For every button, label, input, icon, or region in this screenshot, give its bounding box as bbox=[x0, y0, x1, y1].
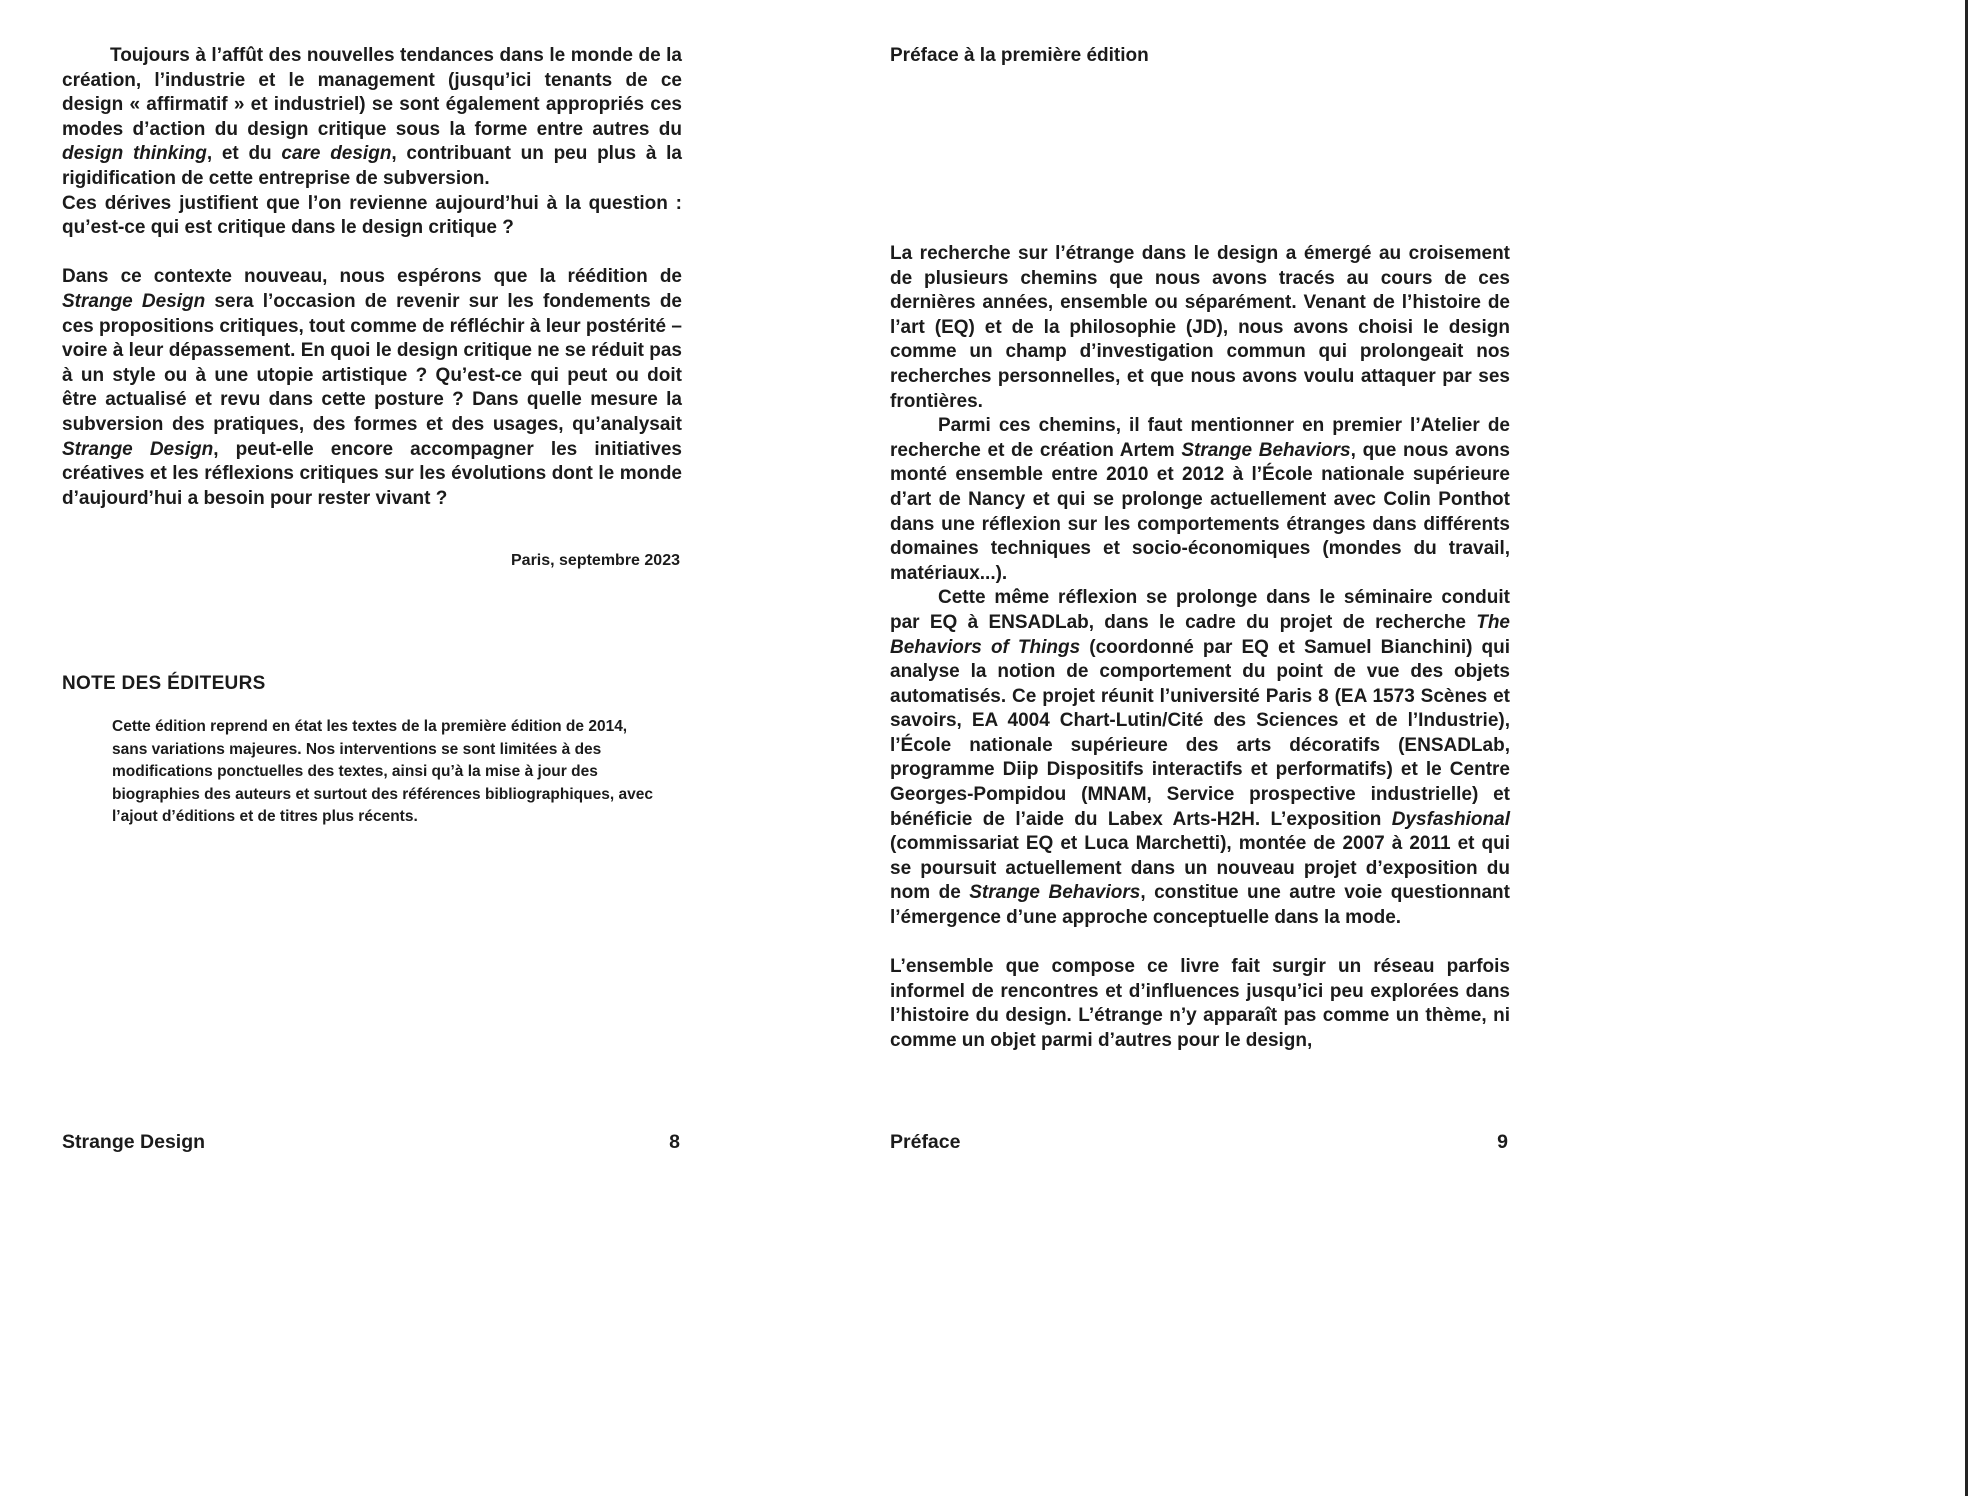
italic-text-run: care design bbox=[281, 143, 392, 165]
right-body-text bbox=[890, 242, 1510, 1054]
paragraph bbox=[890, 586, 1510, 930]
text-run: Dans ce contexte nouveau, nous espérons que la réédition de bbox=[62, 266, 682, 288]
text-run: Ces dérives justifient que l’on revienne aujourd’hui à la question : qu’est-ce qui est critique dans le design critique ? bbox=[62, 192, 682, 239]
text-run: , constitue une autre voie questionnant l’émergence d’une approche conceptuelle dans la mode. bbox=[890, 882, 1510, 929]
left-page-footer bbox=[62, 1130, 680, 1154]
italic-text-run: The Behaviors of Things bbox=[890, 611, 1510, 658]
text-run: , et du bbox=[206, 143, 282, 165]
text-run: Toujours à l’affût des nouvelles tendances dans le monde de la création, l’industrie et le management (jusqu’ici tenants de ce design « affirmatif » et industriel) se sont également appropriés ces modes d’action du design critique sous la forme entre autres du bbox=[62, 45, 682, 140]
italic-text-run: Dysfashional bbox=[1391, 808, 1510, 830]
editors-note-heading: NOTE DES ÉDITEURS bbox=[62, 673, 266, 694]
paragraph bbox=[890, 414, 1510, 586]
dateline: Paris, septembre 2023 bbox=[511, 552, 680, 569]
text-run: (commissariat EQ et Luca Marchetti), montée de 2007 à 2011 et qui se poursuit actuellement dans un nouveau projet d’exposition du nom de bbox=[890, 833, 1510, 904]
text-run: , que nous avons monté ensemble entre 2010 et 2012 à l’École nationale supérieure d’art de Nancy et qui se prolonge actuellement avec Colin Ponthot dans une réflexion sur les comportements étranges dans différents domaines techniques et socio-économiques (mondes du travail, matériaux...). bbox=[890, 439, 1510, 584]
text-run: L’ensemble que compose ce livre fait surgir un réseau parfois informel de rencontres et d’influences jusqu’ici peu explorées dans l’histoire du design. L’étrange n’y apparaît pas comme un thème, ni comme un objet parmi d’autres pour le design, bbox=[890, 956, 1510, 1051]
paragraph bbox=[62, 265, 682, 511]
text-run: La recherche sur l’étrange dans le design a émergé au croisement de plusieurs chemins que nous avons tracés au cours de ces dernières années, ensemble ou séparément. Venant de l’histoire de l’art (EQ) et de la philosophie (JD), nous avons choisi le design comme un champ d’investigation commun qui prolongeait nos recherches personnelles, et que nous avons voulu attaquer par ses frontières. bbox=[890, 243, 1510, 412]
italic-text-run: Strange Behaviors bbox=[1181, 439, 1351, 461]
text-run: Cette même réflexion se prolonge dans le séminaire conduit par EQ à ENSADLab, dans le cadre du projet de recherche bbox=[890, 587, 1510, 633]
paragraph bbox=[890, 955, 1510, 1053]
footer-section-title: Préface bbox=[890, 1131, 961, 1153]
paragraph bbox=[890, 242, 1510, 414]
italic-text-run: Strange Behaviors bbox=[969, 882, 1141, 904]
preface-heading: Préface à la première édition bbox=[890, 45, 1149, 66]
text-run: sera l’occasion de revenir sur les fondements de ces propositions critiques, tout comme de réfléchir à leur postérité – voire à leur dépassement. En quoi le design critique ne se réduit pas à un style ou à une utopie artistique ? Qu’est-ce qui peut ou doit être actualisé et revu dans cette posture ? Dans quelle mesure la subversion des pratiques, des formes et des usages, qu’analysait bbox=[62, 290, 682, 435]
text-run: , contribuant un peu plus à la rigidification de cette entreprise de subversion. bbox=[62, 143, 682, 189]
editors-note-body: Cette édition reprend en état les textes de la première édition de 2014, sans variations majeures. Nos interventions se sont limitées à des modifications ponctuelles des textes, ainsi qu’à la mise à jour des biographies des auteurs et surtout des références bibliographiques, avec l’ajout d’éditions et de titres plus récents. bbox=[112, 718, 653, 826]
footer-page-number-left: 8 bbox=[669, 1131, 680, 1153]
italic-text-run: Strange Design bbox=[62, 290, 206, 312]
text-run: , peut-elle encore accompagner les initiatives créatives et les réflexions critiques sur les évolutions dont le monde d’aujourd’hui a besoin pour rester vivant ? bbox=[62, 438, 682, 509]
text-run: Parmi ces chemins, il faut mentionner en premier l’Atelier de recherche et de création Artem bbox=[890, 415, 1510, 461]
italic-text-run: Strange Design bbox=[62, 438, 214, 460]
text-run: (coordonné par EQ et Samuel Bianchini) qui analyse la notion de comportement du point de vue des objets automatisés. Ce projet réunit l’université Paris 8 (EA 1573 Scènes et savoirs, EA 4004 Chart-Lutin/Cité des Sciences et de l’Industrie), l’École nationale supérieure des arts décoratifs (ENSADLab, programme Diip Dispositifs interactifs et performatifs) et le Centre Georges-Pompidou (MNAM, Service prospective industrielle) et bénéficie de l’aide du Labex Arts-H2H. L’exposition bbox=[890, 636, 1510, 830]
italic-text-run: design thinking bbox=[62, 143, 207, 165]
left-body-text bbox=[62, 44, 682, 511]
footer-book-title: Strange Design bbox=[62, 1131, 206, 1153]
footer-page-number-right: 9 bbox=[1497, 1131, 1508, 1153]
paragraph bbox=[62, 44, 682, 241]
right-page-footer bbox=[890, 1130, 1508, 1154]
